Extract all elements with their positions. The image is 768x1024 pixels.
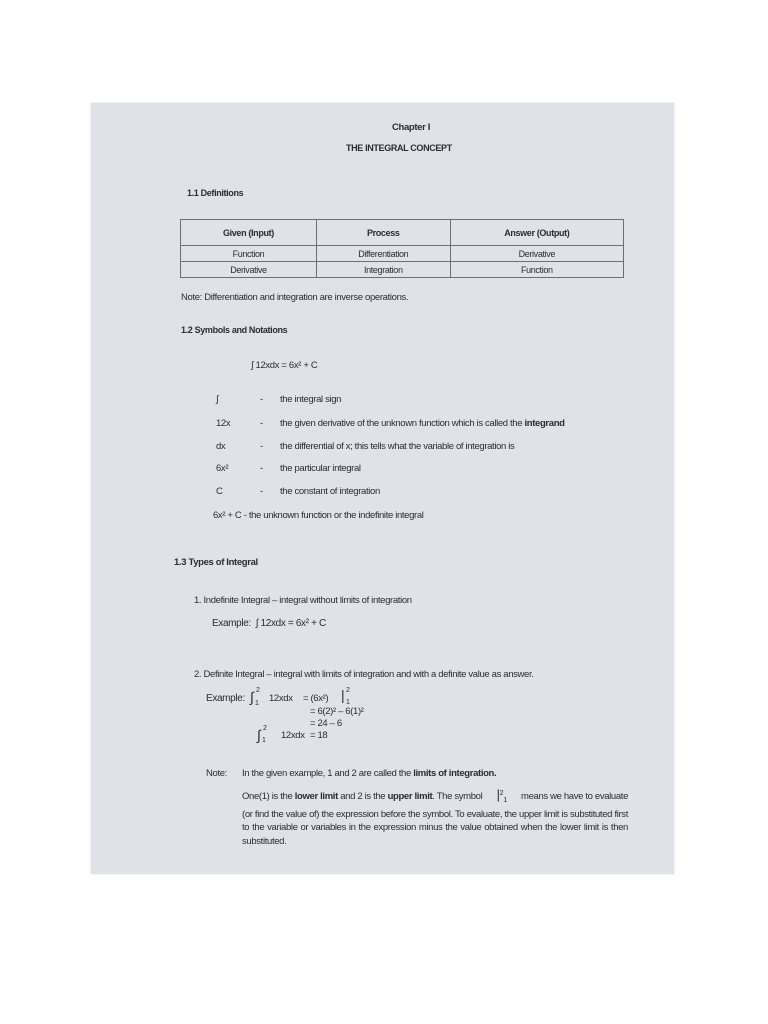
example-label: Example:	[206, 693, 245, 704]
list-item: C - the constant of integration	[216, 486, 380, 497]
table-header: Given (Input)	[181, 220, 317, 246]
section-heading-symbols: 1.2 Symbols and Notations	[181, 325, 288, 335]
table-cell: Function	[181, 246, 317, 262]
table-header-row	[181, 220, 624, 246]
limits-note: In the given example, 1 and 2 are called the limits of integration.	[242, 768, 497, 779]
table-header: Process	[316, 220, 450, 246]
table-cell: Differentiation	[316, 246, 450, 262]
list-item: dx - the differential of x; this tells what the variable of integration is	[216, 441, 515, 452]
table-cell: Derivative	[181, 262, 317, 278]
calc-line-1: = (6x²)	[303, 693, 329, 704]
upper-limit: 2	[263, 725, 267, 732]
document-page	[91, 103, 674, 874]
definitions-note: Note: Differentiation and integration are inverse operations.	[181, 292, 409, 303]
definite-integral-item: 2. Definite Integral – integral with limits of integration and with a definite value as answer.	[194, 669, 534, 680]
section-heading-types: 1.3 Types of Integral	[174, 557, 258, 568]
integral-formula: ∫ 12xdx = 6x² + C	[251, 360, 318, 371]
definitions-table	[180, 219, 624, 278]
symbol: ∫	[216, 394, 219, 405]
indefinite-example: Example: ∫ 12xdx = 6x² + C	[212, 618, 326, 629]
table-cell: Integration	[316, 262, 450, 278]
limits-explanation: One(1) is the lower limit and 2 is the upper limit. The symbol $|^2_1$ means we have to evaluate (or find the value of) the expression before the symbol. To evaluate, the upper limit is substituted first to the variable or variables in the expression minus the value obtained when the lower limit is then substituted.	[242, 787, 629, 847]
table-cell: Function	[450, 262, 623, 278]
calc-line-3: = 24 – 6	[310, 718, 342, 729]
symbol: 6x²	[216, 463, 229, 474]
list-item: ∫ - the integral sign	[216, 394, 342, 405]
eval-upper: 2	[346, 687, 350, 694]
table-header: Answer (Output)	[450, 220, 623, 246]
limit-symbol: $|^2_1$	[496, 787, 507, 805]
symbol: C	[216, 486, 223, 497]
lower-limit: 1	[255, 700, 259, 707]
table-row	[181, 246, 624, 262]
list-item: 12x - the given derivative of the unknown function which is called the integrand	[216, 418, 565, 429]
symbol: 12x	[216, 418, 231, 429]
indefinite-integral-item: 1. Indefinite Integral – integral without limits of integration	[194, 595, 412, 606]
chapter-title: THE INTEGRAL CONCEPT	[346, 143, 452, 153]
integral-sign: ∫	[257, 727, 261, 743]
chapter-label: Chapter I	[392, 122, 431, 133]
lower-limit: 1	[262, 737, 266, 744]
list-item: 6x² - the particular integral	[216, 463, 361, 474]
upper-limit: 2	[256, 687, 260, 694]
section-heading-definitions: 1.1 Definitions	[187, 188, 244, 198]
evaluation-bar: |	[341, 687, 345, 703]
integral-sign: ∫	[250, 689, 254, 705]
calc-line-2: = 6(2)² – 6(1)²	[310, 706, 364, 717]
list-item: 6x² + C - the unknown function or the indefinite integral	[213, 510, 424, 521]
limits-note-label: Note:	[206, 768, 227, 779]
integrand: 12xdx	[269, 693, 293, 704]
table-row	[181, 262, 624, 278]
symbol: dx	[216, 441, 226, 452]
eval-lower: 1	[346, 699, 350, 706]
integrand: 12xdx	[281, 730, 305, 741]
calc-line-4: = 18	[310, 730, 328, 741]
table-cell: Derivative	[450, 246, 623, 262]
